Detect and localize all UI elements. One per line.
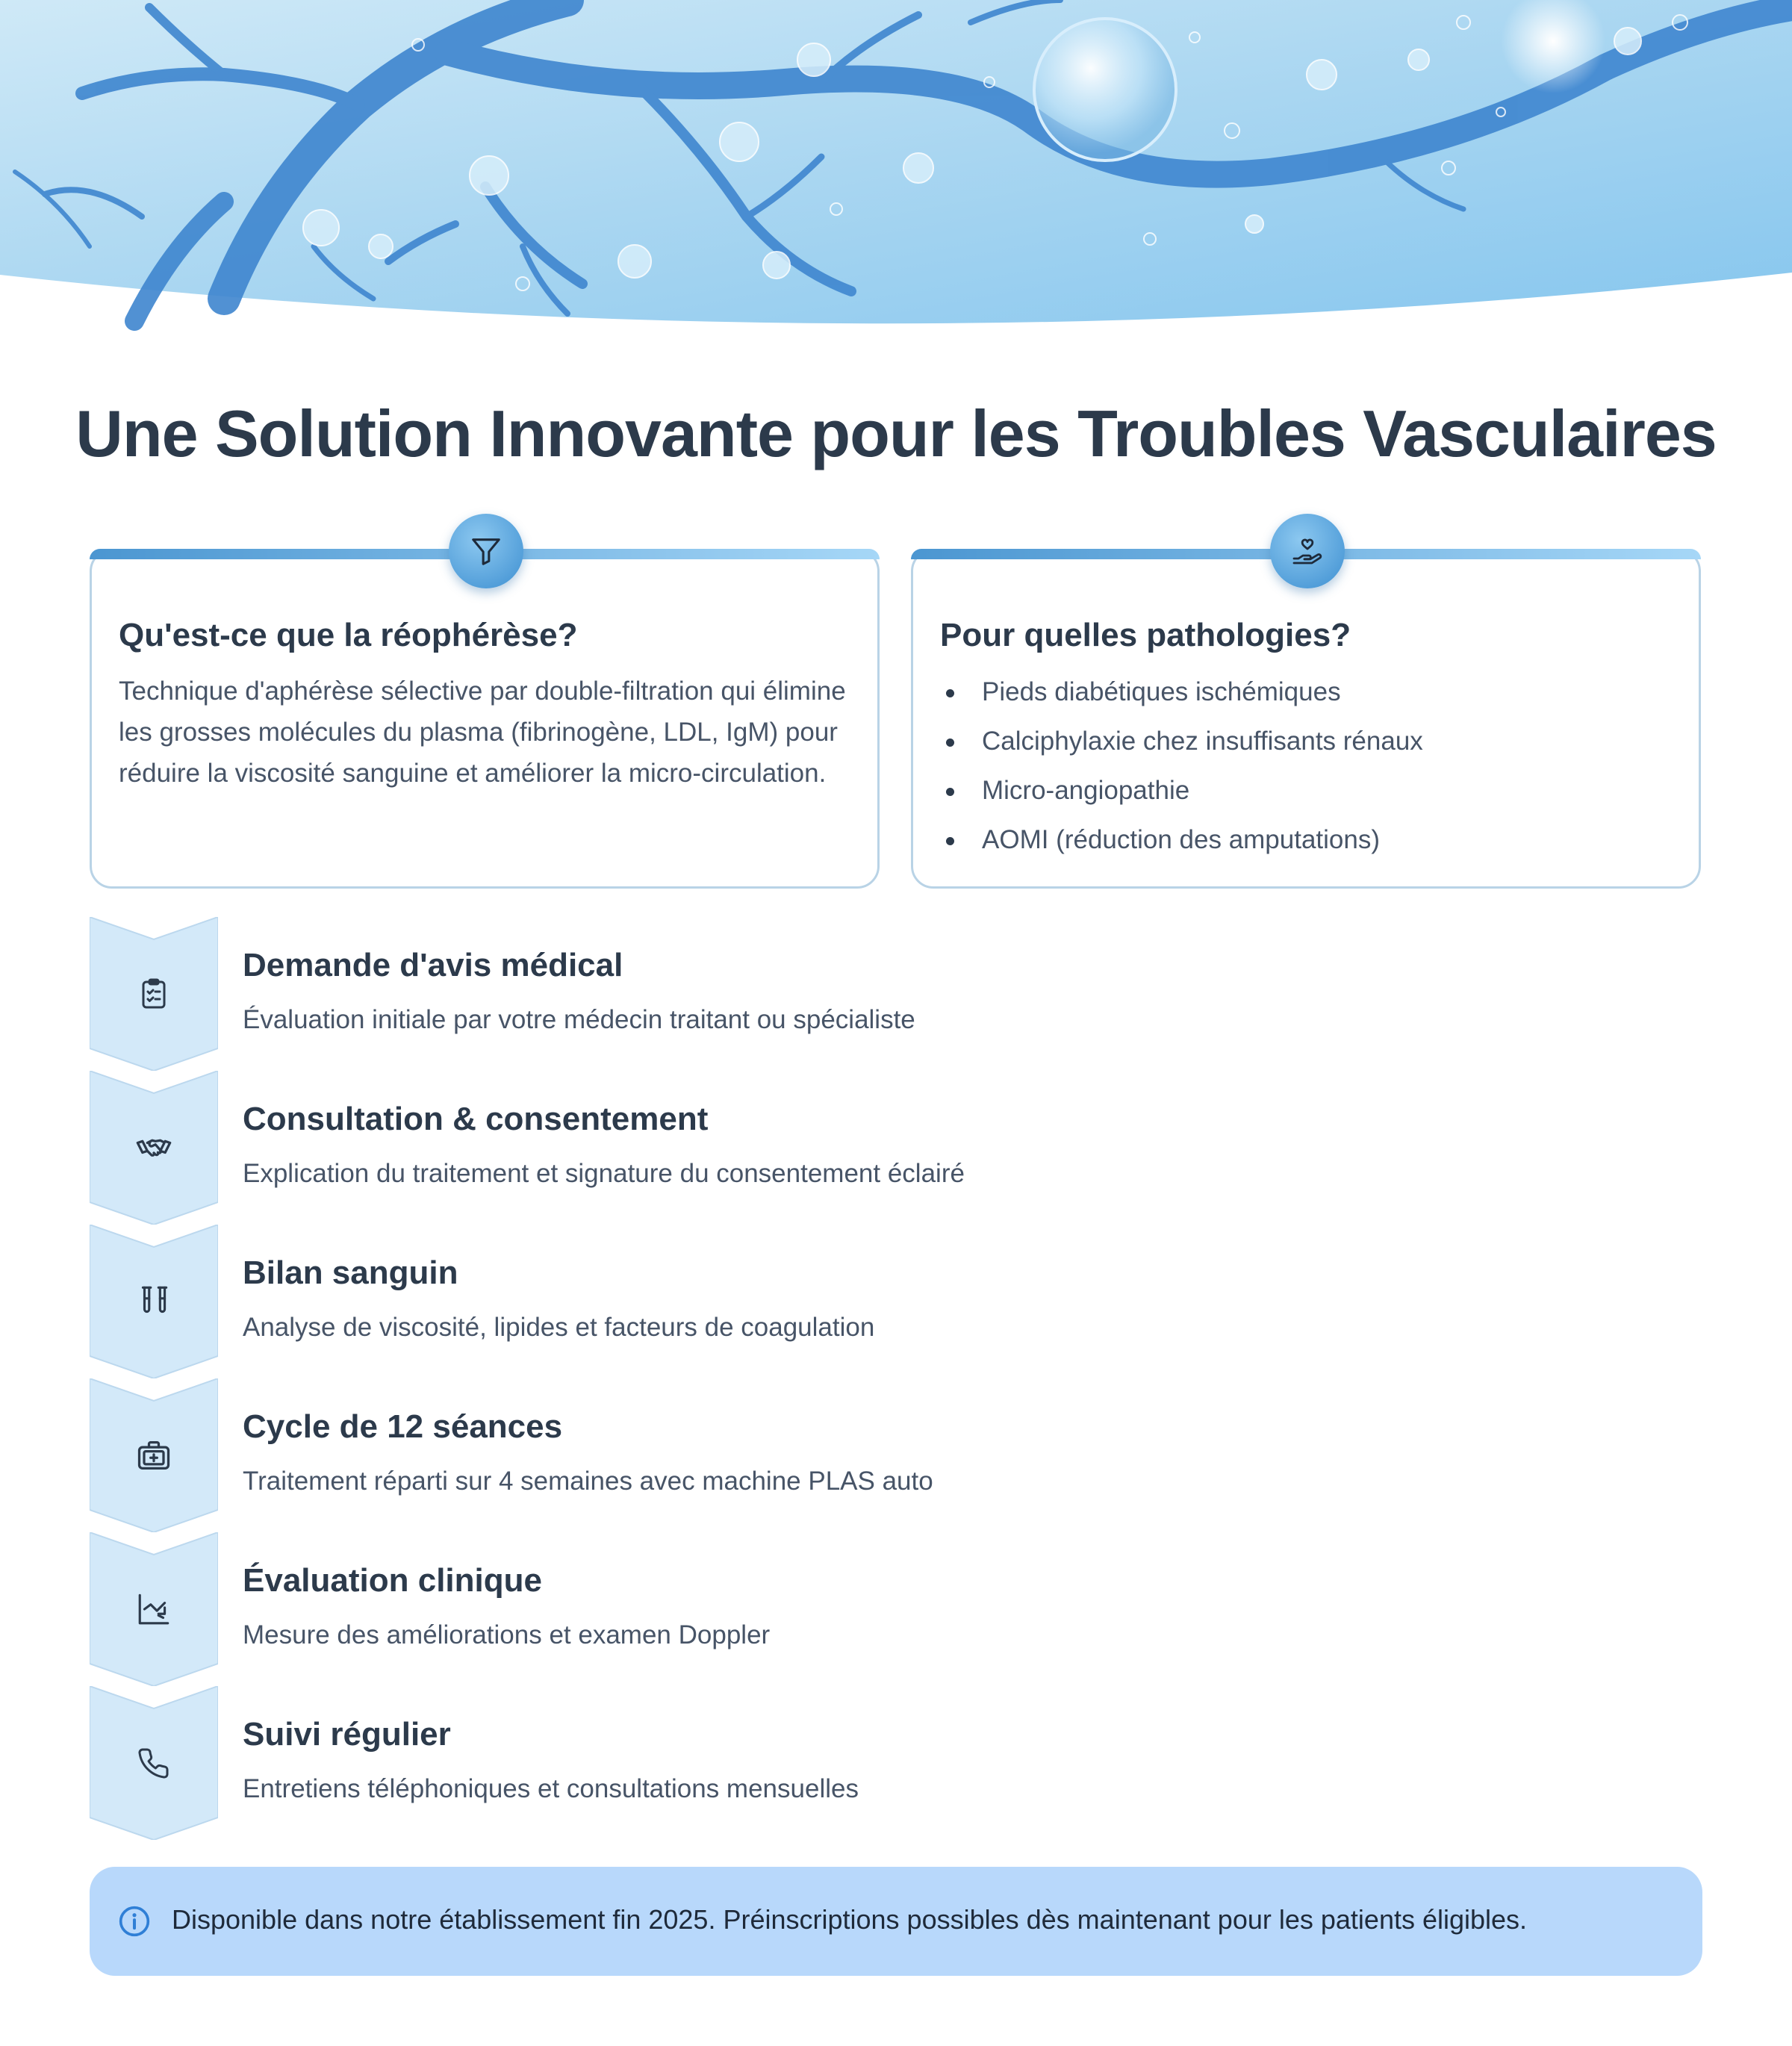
- step-blood-test: [90, 1225, 1702, 1378]
- blood-vessel-illustration: [0, 0, 1792, 336]
- step-follow-up: [90, 1686, 1702, 1840]
- chart-trend-icon: [131, 1587, 176, 1632]
- phone-icon: [131, 1741, 176, 1785]
- step-title: Consultation & consentement: [243, 1101, 709, 1137]
- step-description: Évaluation initiale par votre médecin traitant ou spécialiste: [243, 1005, 915, 1034]
- card-pathologies: [911, 549, 1701, 889]
- availability-notice: [90, 1867, 1702, 1976]
- step-description: Entretiens téléphoniques et consultations mensuelles: [243, 1774, 859, 1803]
- step-clinical-evaluation: [90, 1532, 1702, 1686]
- notice-text: Disponible dans notre établissement fin 2025. Préinscriptions possibles dès maintenant pour les patients éligibles.: [172, 1904, 1528, 1935]
- list-item: Pieds diabétiques ischémiques: [940, 668, 1423, 717]
- card-heading: Pour quelles pathologies?: [940, 617, 1351, 653]
- card-text: Technique d'aphérèse sélective par double-filtration qui élimine les grosses molécules du plasma (fibrinogène, LDL, IgM) pour réduire la viscosité sanguine et améliorer la micro-circulation.: [119, 677, 846, 788]
- hero-illustration: [0, 0, 1792, 336]
- step-title: Suivi régulier: [243, 1716, 451, 1753]
- step-consultation: [90, 1071, 1702, 1225]
- card-heading: Qu'est-ce que la réophérèse?: [119, 617, 578, 653]
- step-title: Bilan sanguin: [243, 1254, 458, 1291]
- hand-heart-icon: [1270, 514, 1345, 588]
- list-item: AOMI (réduction des amputations): [940, 815, 1423, 865]
- clipboard-check-icon: [131, 971, 176, 1016]
- page-title: Une Solution Innovante pour les Troubles Vasculaires: [75, 397, 1717, 470]
- step-description: Explication du traitement et signature du consentement éclairé: [243, 1159, 965, 1188]
- step-description: Mesure des améliorations et examen Doppler: [243, 1620, 771, 1649]
- list-item: Micro-angiopathie: [940, 766, 1423, 815]
- step-description: Traitement réparti sur 4 semaines avec machine PLAS auto: [243, 1467, 933, 1496]
- filter-icon: [449, 514, 523, 588]
- medical-kit-icon: [131, 1433, 176, 1478]
- step-medical-request: [90, 917, 1702, 1071]
- step-title: Demande d'avis médical: [243, 947, 623, 983]
- step-description: Analyse de viscosité, lipides et facteurs de coagulation: [243, 1313, 875, 1342]
- step-title: Évaluation clinique: [243, 1562, 542, 1599]
- step-title: Cycle de 12 séances: [243, 1408, 563, 1445]
- handshake-icon: [131, 1125, 176, 1170]
- list-item: Calciphylaxie chez insuffisants rénaux: [940, 717, 1423, 766]
- info-icon: [118, 1905, 151, 1938]
- pathology-list: [940, 668, 1423, 865]
- test-tubes-icon: [131, 1279, 176, 1324]
- step-sessions: [90, 1378, 1702, 1532]
- card-reopheresis: [90, 549, 880, 889]
